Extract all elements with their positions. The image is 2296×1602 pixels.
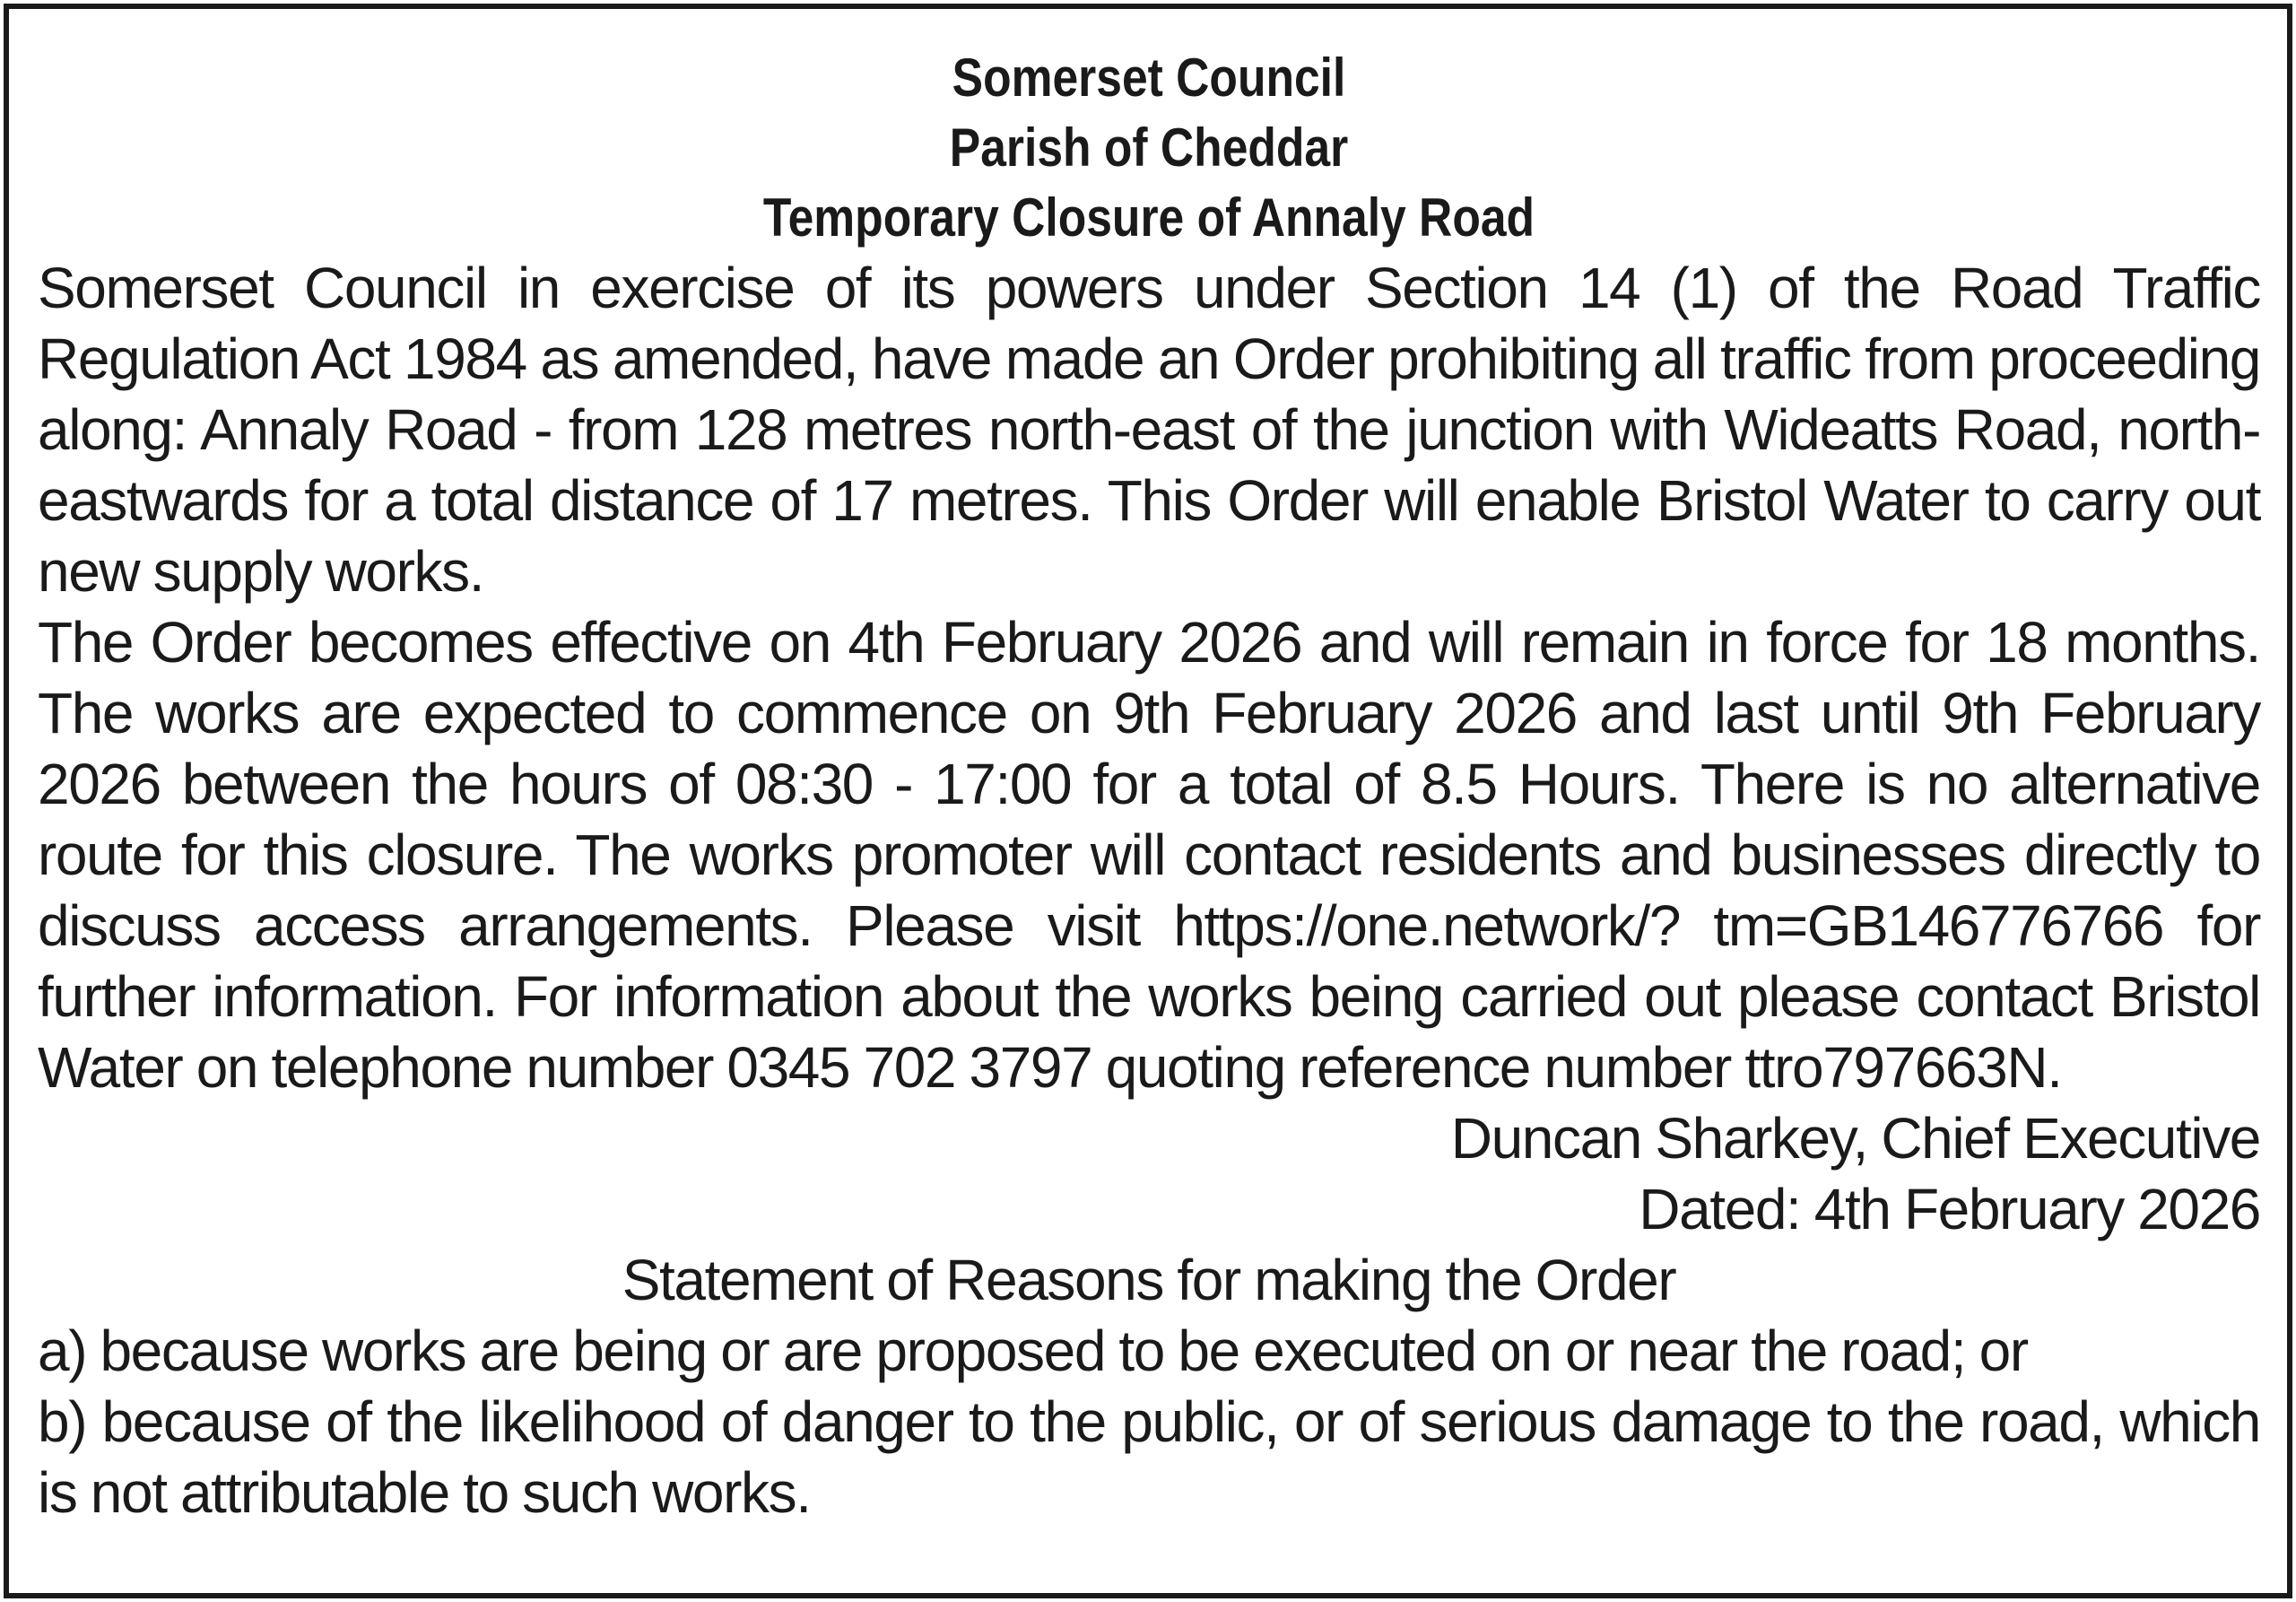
reason-a: a) because works are being or are proposed to be executed on or near the road; or xyxy=(38,1319,2028,1383)
reasons-heading: Statement of Reasons for making the Order xyxy=(622,1248,1676,1312)
order-description-paragraph: Somerset Council in exercise of its powers under Section 14 (1) of the Road Traffic Regulation Act 1984 as amended, have made an Order prohibiting all traffic from proceeding along: Annaly Road - from 128 metres north-east of the junction with Wideatts Road, north-eastwards for a total distance of 17 metres. This Order will enable Bristol Water to carry out new supply works. xyxy=(38,256,2260,604)
council-heading: Somerset Council xyxy=(952,48,1346,108)
notice-body xyxy=(38,253,2260,1528)
closure-title: Temporary Closure of Annaly Road xyxy=(762,187,1535,248)
reason-b: b) because of the likelihood of danger to the public, or of serious damage to the road, which is not attributable to such works. xyxy=(38,1389,2260,1525)
dated-line: Dated: 4th February 2026 xyxy=(1639,1177,2260,1241)
order-details-paragraph: The Order becomes effective on 4th February 2026 and will remain in force for 18 months. The works are expected to commence on 9th February 2026 and last until 9th February 2026 between the hours of 08:30 - 17:00 for a total of 8.5 Hours. There is no alternative route for this closure. The works promoter will contact residents and businesses directly to discuss access arrangements. Please visit https://one.network/? tm=GB146776766 for further information. For information about the works being carried out please contact Bristol Water on telephone number 0345 702 3797 quoting reference number ttro797663N. xyxy=(38,610,2260,1100)
notice-headings xyxy=(193,43,2104,253)
public-notice xyxy=(4,4,2292,1598)
parish-heading: Parish of Cheddar xyxy=(949,118,1349,178)
signatory: Duncan Sharkey, Chief Executive xyxy=(1450,1106,2260,1171)
